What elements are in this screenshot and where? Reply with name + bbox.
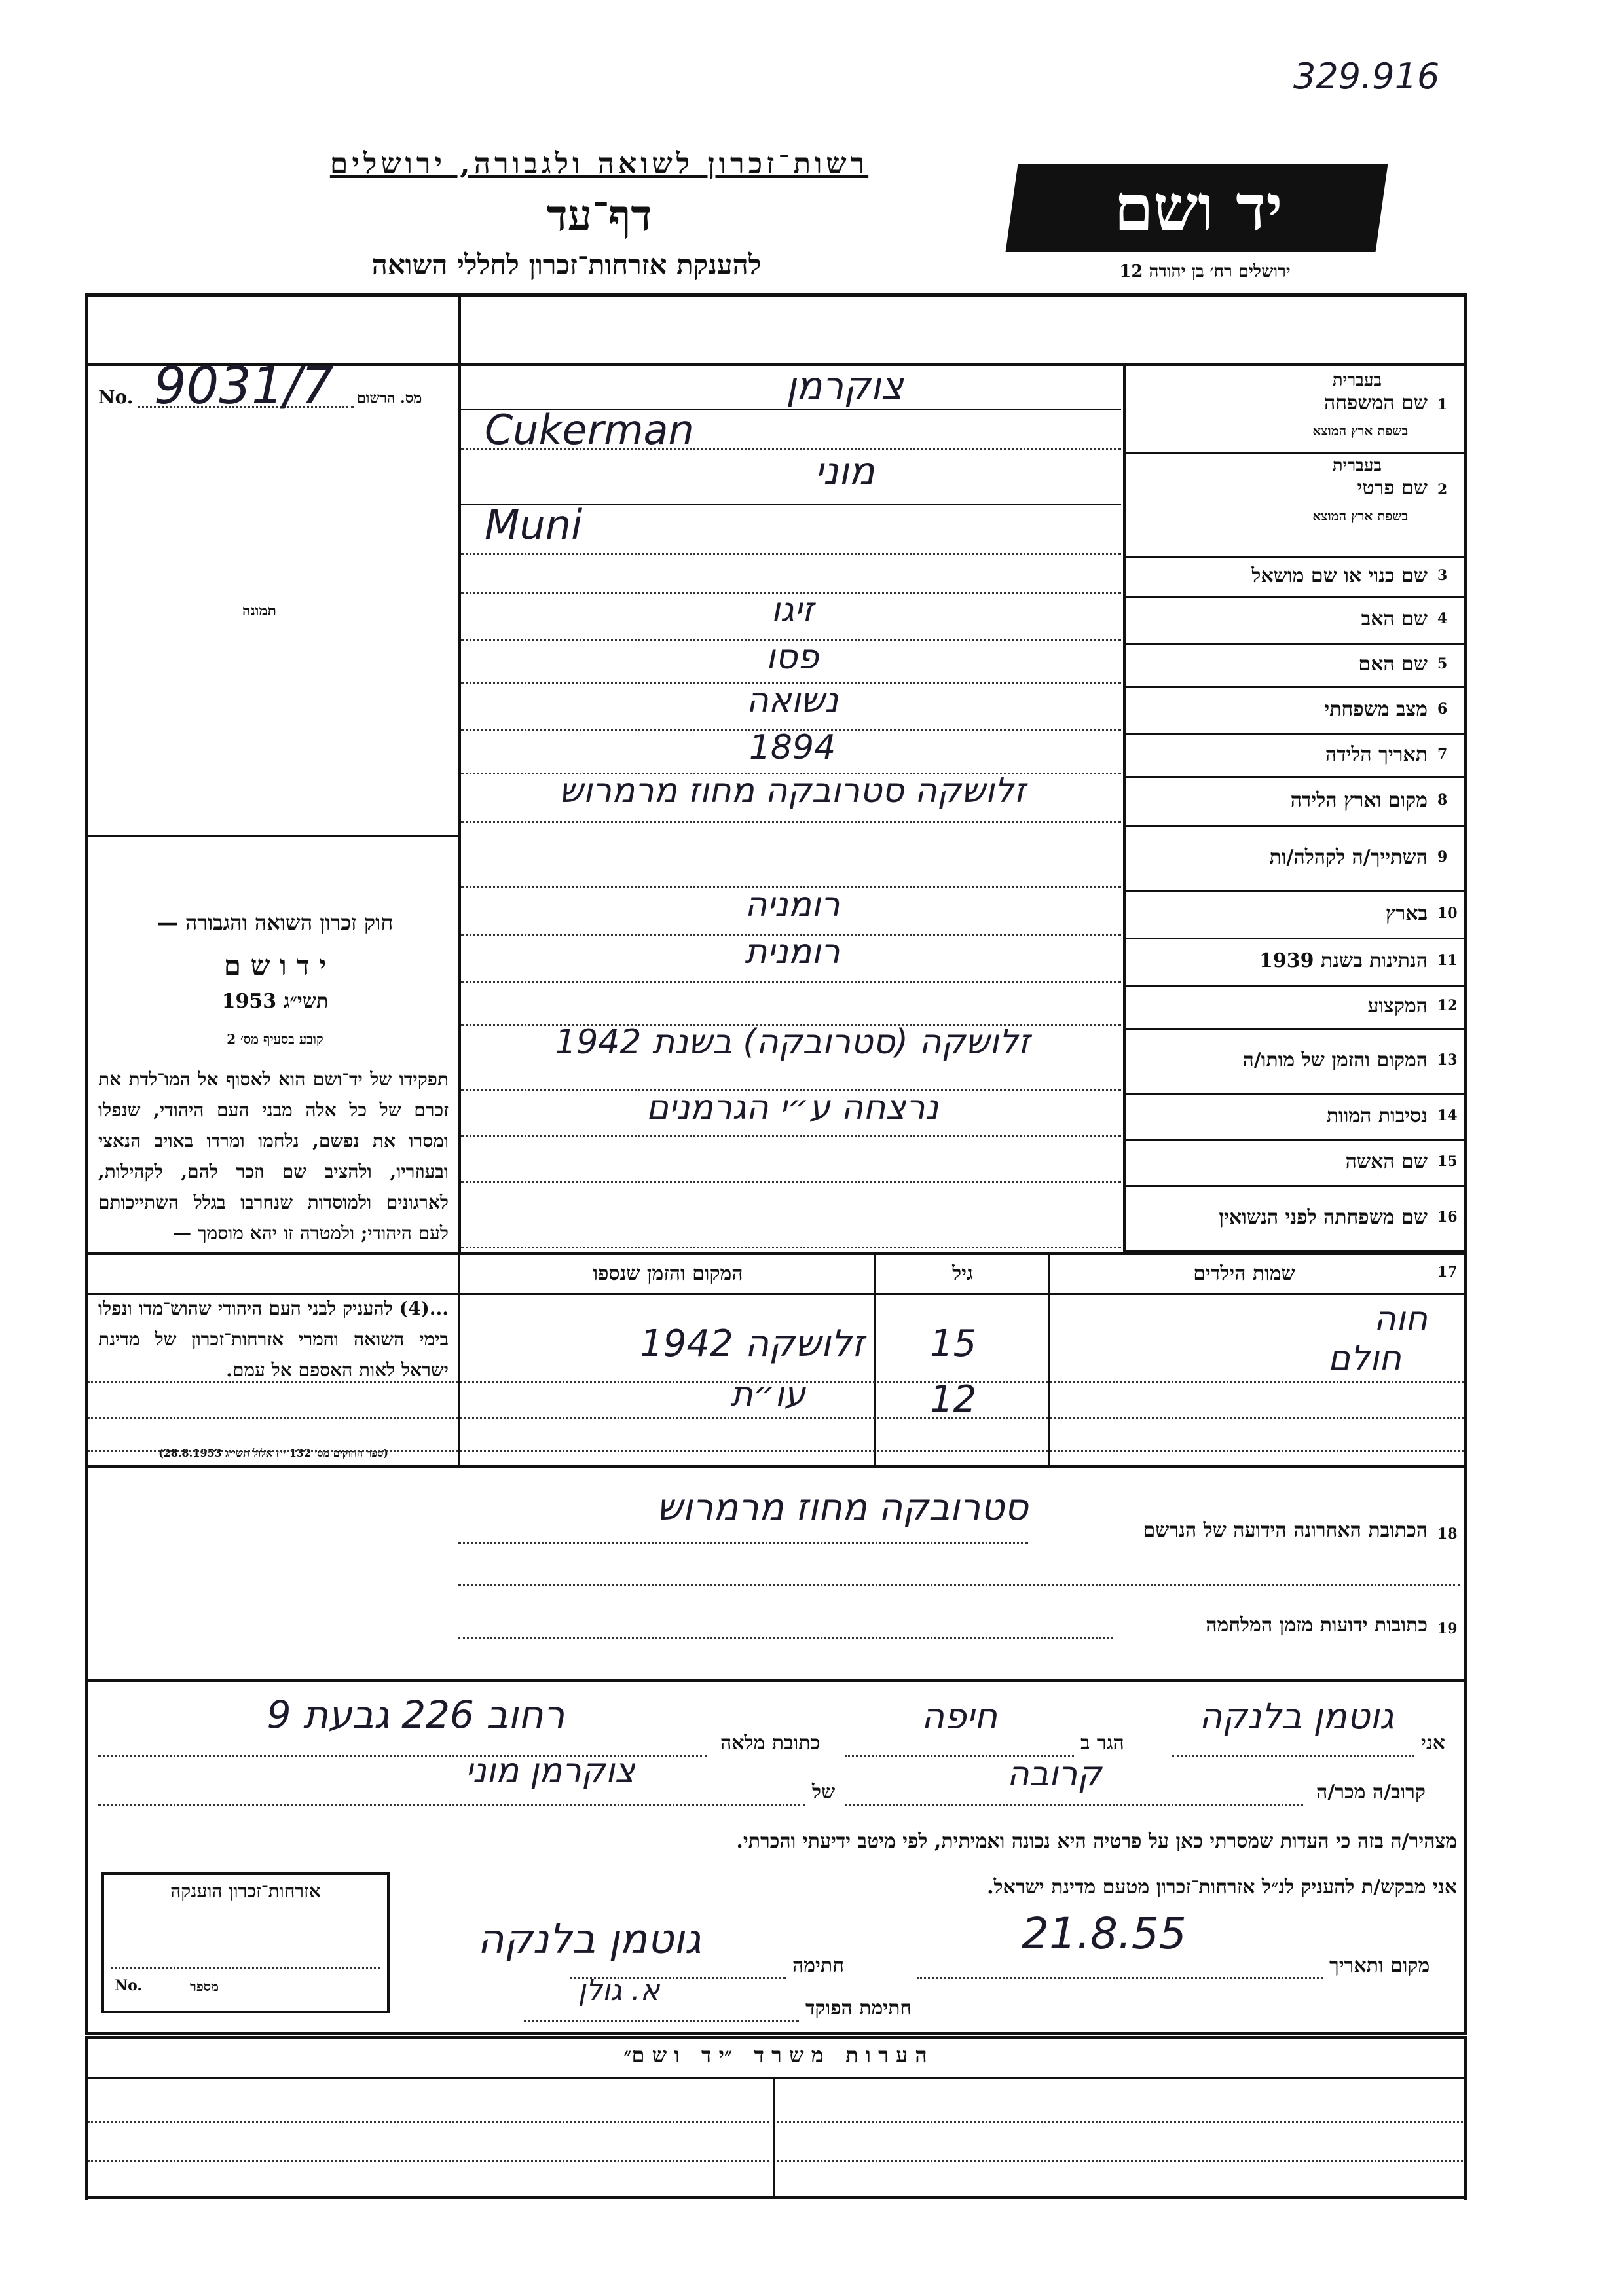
- field-number-7: 7: [1437, 746, 1448, 763]
- law-paragraph-1: תפקידו של יד־ושם הוא לאסוף אל המו־לדת את זכרם של כל אלה מבני העם היהודי, שנפלו ומסרו את נפשם, נלחמו ומרדו באויב הנאצי ובעוזריו, ולהציב שם וזכר להם, לקהילות, לארגונים ולמוסדות שנחרבו בגלל השתייכותם לעם היהודי; ולמטרה זו יהא מוסמך —: [98, 1068, 449, 1244]
- field-row-divider: [1123, 733, 1467, 735]
- field-label-10: בארץ: [1385, 902, 1428, 925]
- child-1-age: 15: [930, 1322, 977, 1365]
- field-number-13: 13: [1437, 1051, 1458, 1068]
- logo-text: יד ושם: [1114, 171, 1283, 245]
- field-number-8: 8: [1437, 792, 1448, 809]
- declarant-signature: גוטמן בלנקה: [477, 1915, 701, 1963]
- declarant-name: גוטמן בלנקה: [1199, 1696, 1394, 1737]
- field-number-2: 2: [1437, 481, 1448, 498]
- field-value-line: [461, 821, 1121, 823]
- child-2-age: 12: [930, 1378, 977, 1421]
- registration-no-label: No.: [98, 386, 134, 408]
- field-row-divider: [1123, 1093, 1467, 1095]
- field-number-3: 3: [1437, 567, 1448, 584]
- field-row-divider: [1123, 825, 1467, 827]
- field-value-8: זלושקה סטרובקה מחוז מרמרוש: [559, 771, 1026, 811]
- signature-label: חתימה: [792, 1954, 844, 1977]
- place-date-value: 21.8.55: [1022, 1908, 1187, 1959]
- child-2-place: עו״ת: [730, 1375, 805, 1414]
- field-row-divider: [1123, 1185, 1467, 1187]
- field-row-divider: [1123, 776, 1467, 778]
- logo-address: ירושלים רח׳ בן יהודה 12: [1119, 262, 1291, 282]
- field-sublabel-hebrew-1: בעברית: [1332, 371, 1382, 390]
- form-title: דף־עד: [546, 190, 652, 241]
- field-label-15: שם האשה: [1345, 1150, 1428, 1173]
- law-clause: קובע בסעיף מס׳ 2: [227, 1031, 323, 1047]
- field-value-line: [461, 553, 1121, 555]
- field-row-divider: [1123, 596, 1467, 598]
- field-value-origin-2: Muni: [485, 501, 583, 549]
- field-number-1: 1: [1437, 396, 1448, 413]
- field-value-line: [461, 1247, 1121, 1248]
- place-date-label: מקום ותאריך: [1329, 1954, 1430, 1977]
- citizenship-box-no-label: No.: [115, 1977, 143, 1994]
- field-label-2: שם פרטי: [1357, 477, 1428, 500]
- children-names-header: שמות הילדים: [1193, 1262, 1295, 1285]
- field-row-divider: [1123, 452, 1467, 454]
- declarant-address: רחוב 226 גבעת 9: [267, 1692, 565, 1737]
- relative-label: קרוב/ה מכר/ה: [1316, 1781, 1426, 1804]
- relation-value: קרובה: [1006, 1755, 1102, 1794]
- declarant-address-label: כתובת מלאה: [720, 1732, 821, 1755]
- field-value-hebrew-1: צוקרמן: [786, 363, 904, 408]
- field-value-7: 1894: [748, 728, 836, 767]
- field-value-origin-1: Cukerman: [485, 406, 694, 454]
- field-number-6: 6: [1437, 701, 1448, 718]
- field-row-divider: [1123, 643, 1467, 645]
- field-number-4: 4: [1437, 610, 1448, 627]
- field-label-16: שם משפחתה לפני הנשואין: [1219, 1206, 1428, 1229]
- field-value-line: [461, 981, 1121, 983]
- field-label-9: השתייך/ה לקהלה/ות: [1269, 846, 1428, 869]
- file-number: 329.916: [1293, 56, 1440, 97]
- child-1-place: זלושקה 1942: [640, 1322, 864, 1365]
- law-name: י ד ו ש ם: [223, 949, 327, 981]
- law-year: תשי״ג 1953: [221, 990, 329, 1013]
- field-value-14: נרצחה ע״י הגרמנים: [646, 1088, 939, 1127]
- declarant-city: חיפה: [921, 1696, 998, 1737]
- field-label-8: מקום וארץ הלידה: [1290, 789, 1428, 812]
- field-sublabel-hebrew-2: בעברית: [1332, 456, 1382, 475]
- citizenship-request: אני מבקש/ת להעניק לנ״ל אזרחות־זכרון מטעם מדינת ישראל.: [987, 1876, 1457, 1899]
- field-label-7: תאריך הלידה: [1325, 743, 1428, 766]
- declarant-ani-label: אני: [1421, 1732, 1445, 1755]
- field-value-5: פסו: [766, 638, 819, 677]
- field-value-hebrew-2: מוני: [815, 448, 875, 493]
- field-label-6: מצב משפחתי: [1324, 698, 1428, 721]
- field-number-5: 5: [1437, 655, 1448, 672]
- field-number-19: 19: [1437, 1620, 1458, 1637]
- field-row-divider: [1123, 1250, 1467, 1252]
- law-paragraph-2: ...(4) להעניק לבני העם היהודי שהוש־מדו ונפלו בימי השואה והמרי אזרחות־זכרון של מדינת ישראל לאות האספם אל עמם.: [98, 1298, 449, 1381]
- citizenship-box-he-label: מספר: [190, 1978, 219, 1994]
- field-label-1: שם המשפחה: [1323, 392, 1428, 414]
- child-1-name: חוה: [1373, 1300, 1428, 1339]
- registration-he-label: מס. הרשום: [357, 390, 422, 407]
- declarant-resident-label: הגר ב: [1080, 1732, 1124, 1755]
- field-value-13: זלושקה (סטרובקה) בשנת 1942: [555, 1023, 1030, 1062]
- field-label-12: המקצוע: [1367, 994, 1428, 1017]
- field-label-5: שם האם: [1358, 653, 1428, 676]
- field-row-divider: [1123, 890, 1467, 892]
- office-remarks-title: ה ע ר ו ת מ ש ר ד ״י ד ו ש ם״: [623, 2043, 927, 2068]
- last-address-label: הכתובת האחרונה הידועה של הנרשם: [1143, 1519, 1428, 1542]
- field-number-17: 17: [1437, 1264, 1458, 1281]
- officer-signature: א. גולן: [578, 1974, 660, 2007]
- registration-number: 9031/7: [154, 357, 334, 416]
- field-value-4: זיגו: [771, 591, 814, 630]
- field-label-14: נסיבות המוות: [1326, 1104, 1428, 1127]
- children-place-header: המקום והזמן שנספו: [593, 1262, 743, 1285]
- field-number-9: 9: [1437, 848, 1448, 866]
- field-row-divider: [1123, 938, 1467, 939]
- field-sublabel-origin-2: בשפת ארץ המוצא: [1312, 508, 1408, 524]
- field-label-13: המקום והזמן של מותו/ה: [1242, 1049, 1428, 1072]
- field-number-16: 16: [1437, 1209, 1458, 1226]
- wartime-address-label: כתובות ידועות מזמן המלחמה: [1206, 1614, 1428, 1637]
- field-value-line: [461, 1181, 1121, 1183]
- of-name-value: צוקרמן מוני: [465, 1751, 635, 1791]
- field-sublabel-origin-1: בשפת ארץ המוצא: [1312, 423, 1408, 439]
- field-label-3: שם כנוי או שם מושאל: [1251, 564, 1428, 587]
- field-number-18: 18: [1437, 1525, 1458, 1542]
- field-value-10: רומניה: [745, 885, 840, 924]
- field-row-divider: [1123, 1139, 1467, 1141]
- field-number-15: 15: [1437, 1153, 1458, 1170]
- field-number-10: 10: [1437, 905, 1458, 922]
- field-row-divider: [1123, 1028, 1467, 1030]
- authority-line: רשות־זכרון לשואה ולגבורה, ירושלים: [329, 147, 869, 181]
- field-value-6: נשואה: [746, 681, 839, 720]
- field-value-11: רומנית: [745, 932, 840, 972]
- field-label-11: הנתינות בשנת 1939: [1259, 949, 1428, 972]
- field-label-4: שם האב: [1361, 608, 1428, 630]
- form-subtitle: להענקת אזרחות־זכרון לחללי השואה: [371, 249, 762, 281]
- field-row-divider: [1123, 686, 1467, 688]
- officer-signature-label: חתימת הפוקד: [805, 1997, 912, 2020]
- field-row-divider: [1123, 985, 1467, 987]
- field-number-14: 14: [1437, 1107, 1458, 1124]
- law-title: חוק זכרון השואה והגבורה —: [157, 910, 394, 935]
- citizenship-box-title: אזרחות־זכרון הוענקה: [170, 1880, 321, 1902]
- declaration-statement: מצהיר/ה בזה כי העדות שמסרתי כאן על פרטיה היא נכונה ואמיתית, לפי מיטב ידיעתי והכרתי.: [736, 1830, 1457, 1853]
- of-label: של: [812, 1781, 836, 1804]
- last-address-value: סטרובקה מחוז מרמרוש: [656, 1486, 1028, 1529]
- field-number-11: 11: [1437, 952, 1458, 969]
- child-2-name: חולם: [1327, 1339, 1401, 1378]
- field-value-line: [461, 1135, 1121, 1137]
- field-row-divider: [1123, 556, 1467, 558]
- children-age-header: גיל: [952, 1262, 973, 1285]
- field-number-12: 12: [1437, 997, 1458, 1014]
- photo-label: תמונה: [242, 602, 276, 619]
- law-source: (ספר החוקים מס׳ 132 י״ז אלול תשי״ג 28.8.1953): [158, 1447, 388, 1459]
